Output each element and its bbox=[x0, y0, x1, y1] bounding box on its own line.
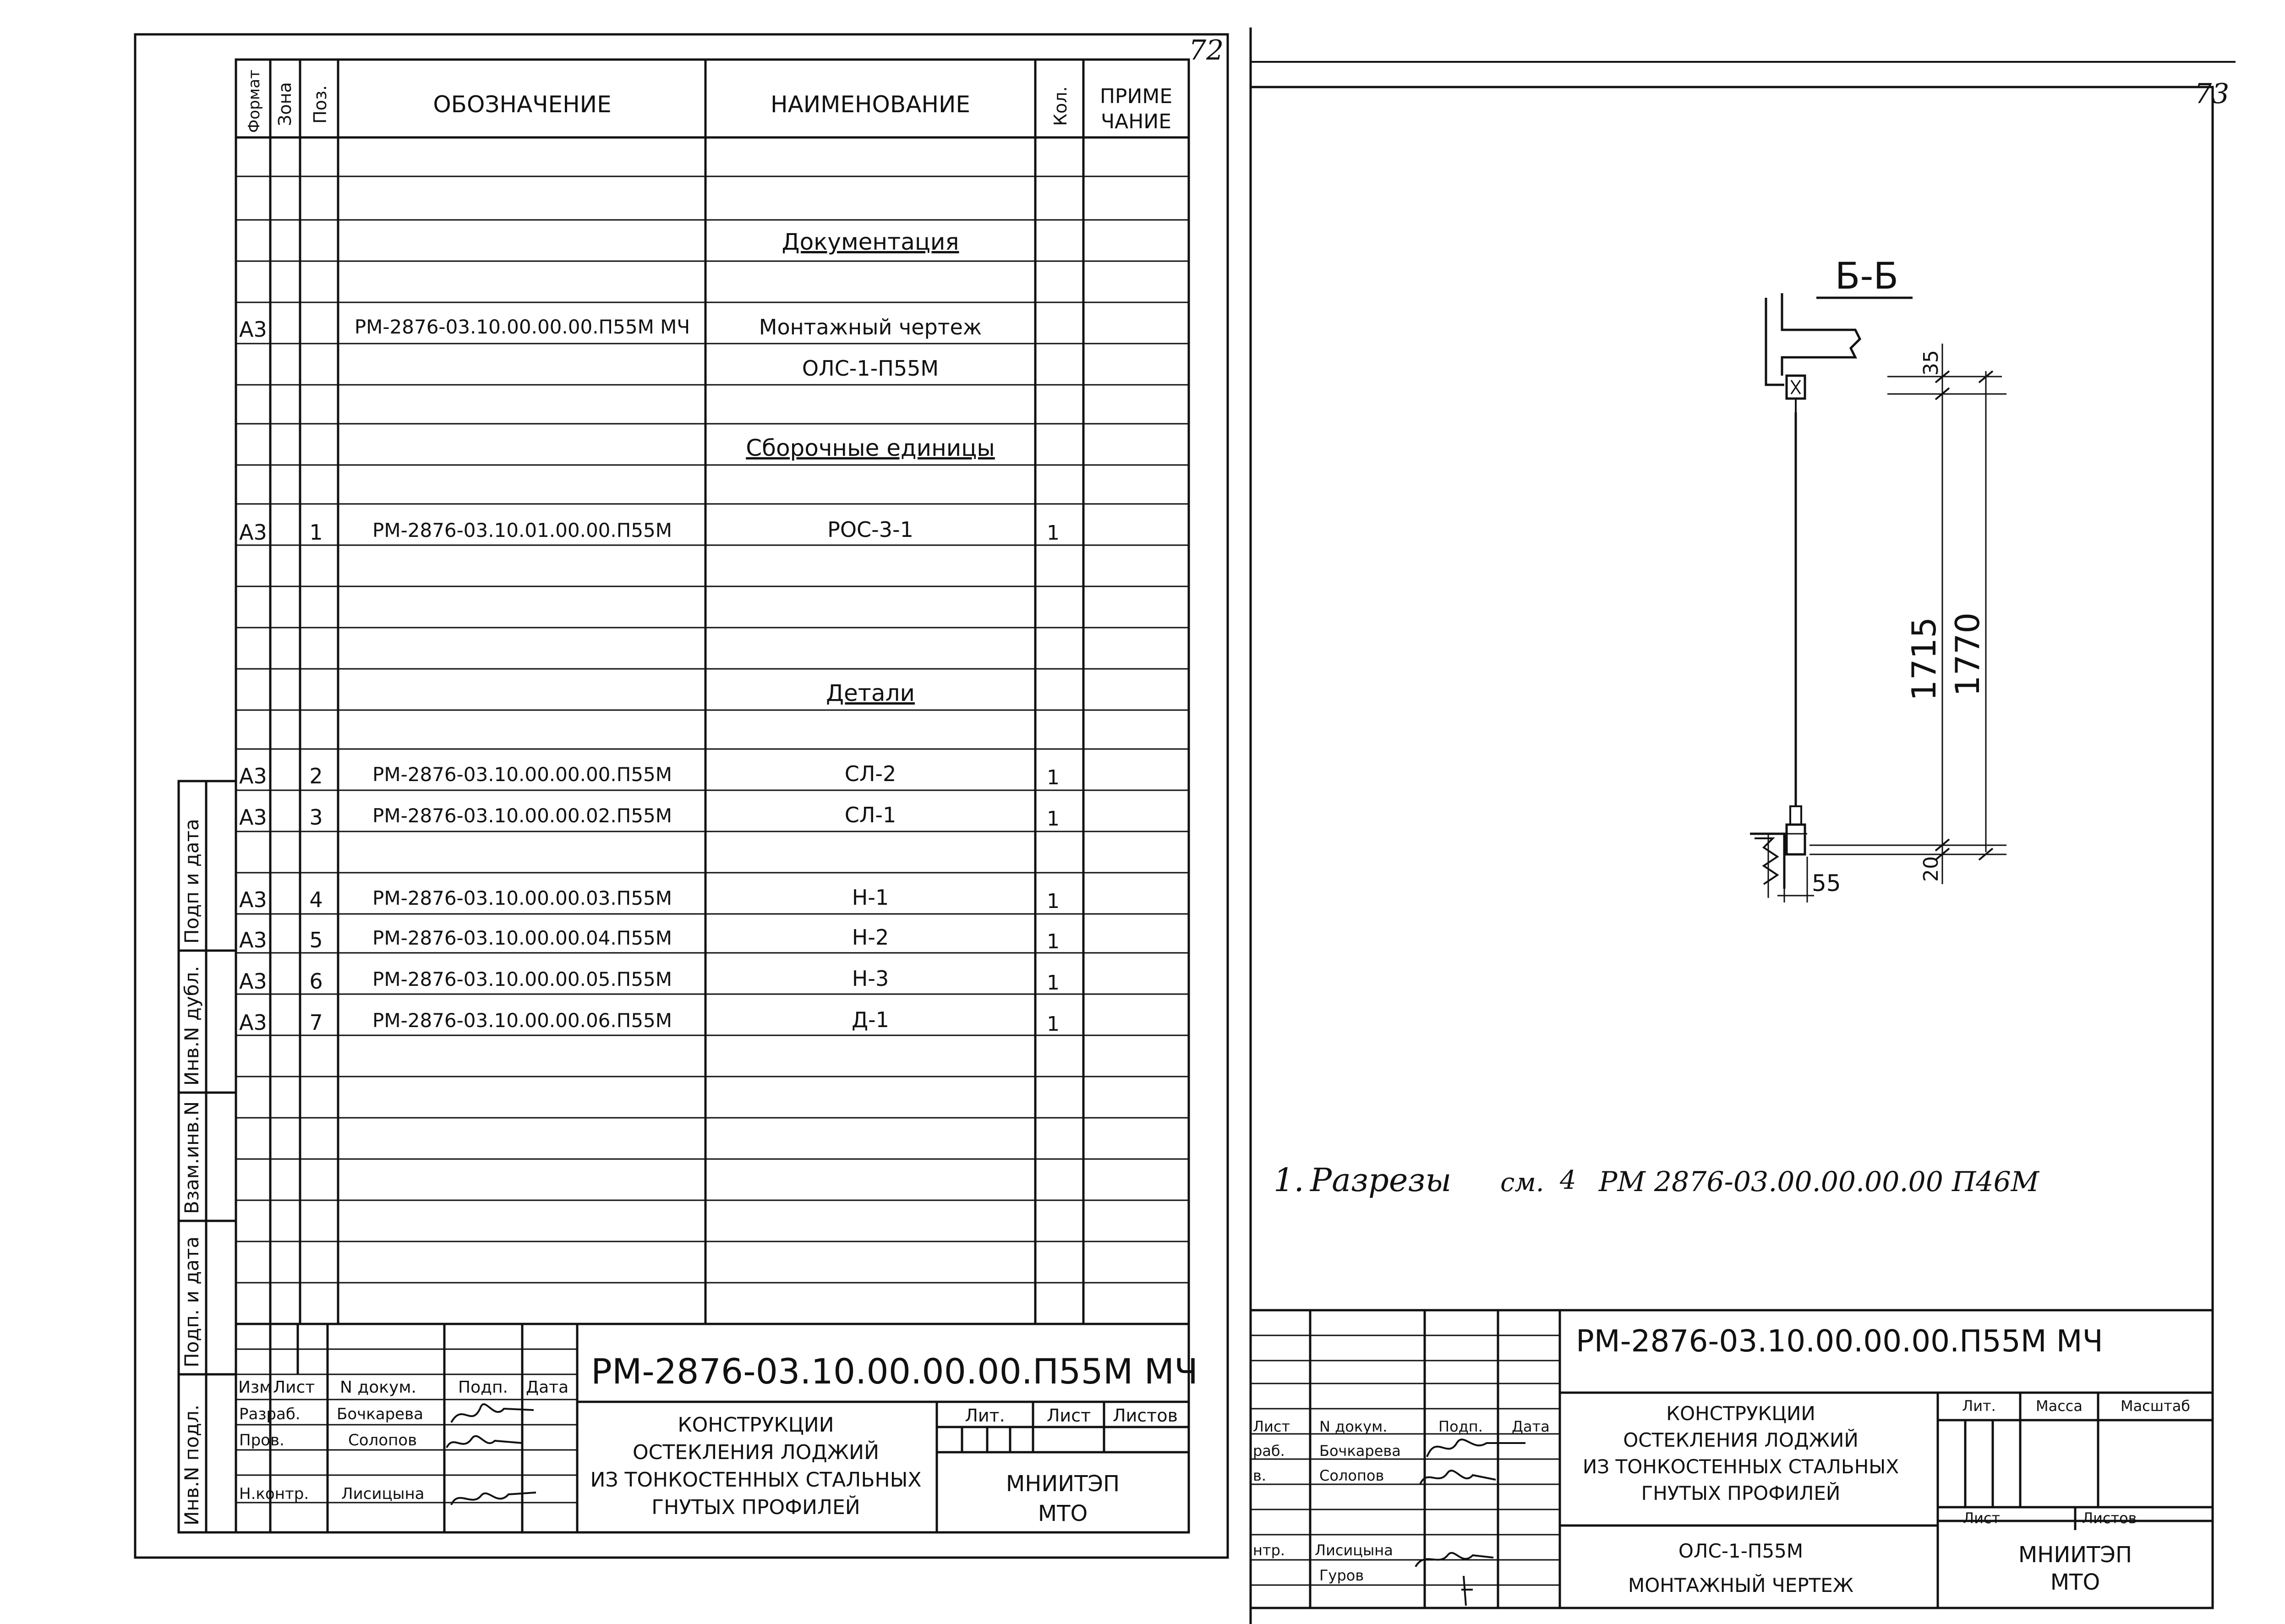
right-stamp-title-line2: ОСТЕКЛЕНИЯ ЛОДЖИЙ bbox=[1623, 1429, 1859, 1451]
right-stamp-scale: Масштаб bbox=[2120, 1397, 2191, 1415]
detail-qty: 1 bbox=[1047, 930, 1060, 953]
note-number: 1. bbox=[1274, 1161, 1304, 1199]
doc-row-name-line2: ОЛС-1-П55М bbox=[802, 356, 939, 381]
right-stamp-title-line4: ГНУТЫХ ПРОФИЛЕЙ bbox=[1641, 1482, 1841, 1504]
assembly-row-format: А3 bbox=[239, 520, 267, 545]
doc-row-format: А3 bbox=[239, 317, 267, 342]
section-assembly: Сборочные единицы bbox=[746, 435, 995, 461]
right-stamp-col-data: Дата bbox=[1512, 1418, 1550, 1435]
right-stamp-doc-line1: ОЛС-1-П55М bbox=[1678, 1540, 1804, 1562]
detail-pos: 2 bbox=[309, 764, 323, 788]
right-stamp-title-line1: КОНСТРУКЦИИ bbox=[1666, 1402, 1815, 1425]
detail-pos: 3 bbox=[309, 805, 323, 830]
right-stamp-role-nkontr: нтр. bbox=[1253, 1542, 1285, 1559]
detail-format: А3 bbox=[239, 764, 267, 788]
detail-qty: 1 bbox=[1047, 807, 1060, 831]
detail-qty: 1 bbox=[1047, 971, 1060, 995]
detail-name: Н-2 bbox=[852, 925, 889, 950]
header-note-line2: ЧАНИЕ bbox=[1100, 110, 1172, 133]
right-stamp-col-list: Лист bbox=[1253, 1418, 1290, 1435]
detail-name: Н-3 bbox=[852, 966, 889, 991]
page-number-73: 73 bbox=[2194, 78, 2230, 110]
right-stamp-lit: Лит. bbox=[1962, 1397, 1996, 1415]
header-note-line1: ПРИМЕ bbox=[1099, 85, 1173, 108]
detail-designation: РМ-2876-03.10.00.00.02.П55М bbox=[372, 804, 672, 827]
detail-format: А3 bbox=[239, 887, 267, 912]
detail-designation: РМ-2876-03.10.00.00.03.П55М bbox=[372, 887, 672, 909]
left-stamp-sheets: Листов bbox=[1113, 1405, 1178, 1426]
assembly-row-qty: 1 bbox=[1047, 521, 1060, 545]
detail-designation: РМ-2876-03.10.00.00.05.П55М bbox=[372, 968, 672, 990]
left-stamp-col-podp: Подп. bbox=[458, 1378, 508, 1397]
header-zone: Зона bbox=[275, 82, 295, 126]
left-stamp-name-lisitsyna: Лисицына bbox=[341, 1485, 425, 1503]
right-stamp-name-gurov: Гуров bbox=[1319, 1567, 1364, 1584]
right-sheet-border bbox=[1251, 87, 2213, 1608]
right-stamp-role-prov: в. bbox=[1253, 1467, 1267, 1484]
dimension-20: 20 bbox=[1919, 856, 1943, 882]
detail-name: Н-1 bbox=[852, 885, 889, 910]
right-stamp-sheet: Лист bbox=[1963, 1509, 2001, 1527]
spec-table bbox=[236, 60, 1189, 1324]
detail-format: А3 bbox=[239, 969, 267, 994]
section-details: Детали bbox=[825, 680, 915, 706]
dimension-1715: 1715 bbox=[1905, 617, 1943, 701]
note-ref-doc: РМ 2876-03.00.00.00.00 П46М bbox=[1599, 1166, 2039, 1198]
assembly-row-pos: 1 bbox=[309, 520, 323, 545]
header-format: Формат bbox=[245, 70, 263, 133]
detail-pos: 7 bbox=[309, 1010, 323, 1035]
right-stamp-sheets: Листов bbox=[2082, 1509, 2137, 1527]
side-label-podp-data: Подп. и дата bbox=[180, 1236, 203, 1367]
detail-qty: 1 bbox=[1047, 766, 1060, 789]
side-label-vzam-inv: Взам.инв.N bbox=[180, 1101, 203, 1214]
page-number-72: 72 bbox=[1189, 34, 1224, 66]
right-stamp-mass: Масса bbox=[2035, 1397, 2083, 1415]
left-stamp-lit: Лит. bbox=[965, 1405, 1005, 1426]
detail-row bbox=[239, 761, 1060, 789]
section-drawing bbox=[1750, 293, 2006, 902]
right-stamp-role-razrab: раб. bbox=[1253, 1442, 1285, 1460]
note-ref-sm: см. bbox=[1500, 1168, 1544, 1197]
assembly-row-designation: РМ-2876-03.10.01.00.00.П55М bbox=[372, 519, 672, 541]
detail-name: СЛ-1 bbox=[844, 803, 897, 827]
detail-pos: 5 bbox=[309, 928, 323, 952]
left-sheet bbox=[135, 34, 1228, 1558]
detail-pos: 4 bbox=[309, 887, 323, 912]
header-qty: Кол. bbox=[1050, 86, 1071, 126]
left-stamp-title-line2: ОСТЕКЛЕНИЯ ЛОДЖИЙ bbox=[632, 1441, 880, 1464]
right-stamp-org-line2: МТО bbox=[2050, 1569, 2100, 1595]
left-stamp-org-line2: МТО bbox=[1038, 1501, 1088, 1526]
left-stamp-code: РМ-2876-03.10.00.00.00.П55М МЧ bbox=[591, 1351, 1198, 1392]
left-stamp-title-line4: ГНУТЫХ ПРОФИЛЕЙ bbox=[651, 1496, 860, 1519]
right-stamp-code: РМ-2876-03.10.00.00.00.П55М МЧ bbox=[1576, 1323, 2103, 1359]
dimension-35: 35 bbox=[1919, 350, 1943, 376]
detail-row bbox=[239, 1007, 1060, 1036]
note-ref-num: 4 bbox=[1560, 1165, 1576, 1195]
left-stamp-name-bochkareva: Бочкарева bbox=[337, 1405, 423, 1423]
detail-designation: РМ-2876-03.10.00.00.06.П55М bbox=[372, 1009, 672, 1032]
detail-qty: 1 bbox=[1047, 1012, 1060, 1036]
detail-name: Д-1 bbox=[852, 1007, 889, 1032]
detail-name: СЛ-2 bbox=[844, 761, 897, 786]
left-stamp-title-line3: ИЗ ТОНКОСТЕННЫХ СТАЛЬНЫХ bbox=[590, 1468, 922, 1492]
right-stamp-col-podp: Подп. bbox=[1438, 1418, 1483, 1435]
left-stamp-org-line1: МНИИТЭП bbox=[1006, 1471, 1120, 1497]
right-stamp-name-lisitsyna: Лисицына bbox=[1315, 1542, 1393, 1559]
assembly-row-name: РОС-3-1 bbox=[827, 517, 913, 542]
note-text: Разрезы bbox=[1310, 1161, 1452, 1199]
detail-designation: РМ-2876-03.10.00.00.04.П55М bbox=[372, 927, 672, 949]
detail-designation: РМ-2876-03.10.00.00.00.П55М bbox=[372, 763, 672, 786]
dimension-55: 55 bbox=[1812, 870, 1841, 897]
right-sheet bbox=[1251, 27, 2236, 1624]
left-stamp-col-ndoc: N докум. bbox=[340, 1378, 416, 1397]
left-stamp-sheet: Лист bbox=[1046, 1405, 1091, 1426]
detail-format: А3 bbox=[239, 928, 267, 952]
left-stamp-col-data: Дата bbox=[526, 1378, 569, 1397]
side-label-podp-data-2: Подп и дата bbox=[180, 819, 203, 944]
right-stamp-col-ndoc: N докум. bbox=[1319, 1418, 1388, 1435]
detail-format: А3 bbox=[239, 805, 267, 830]
right-stamp-title-line3: ИЗ ТОНКОСТЕННЫХ СТАЛЬНЫХ bbox=[1582, 1455, 1899, 1478]
detail-row bbox=[239, 925, 1060, 953]
detail-row bbox=[239, 803, 1060, 831]
right-stamp-name-solopov: Солопов bbox=[1319, 1467, 1384, 1484]
right-stamp-name-bochkareva: Бочкарева bbox=[1319, 1442, 1401, 1460]
doc-row-designation: РМ-2876-03.10.00.00.00.П55М МЧ bbox=[354, 316, 690, 338]
section-documentation: Документация bbox=[782, 229, 959, 255]
detail-row bbox=[239, 885, 1060, 913]
detail-pos: 6 bbox=[309, 969, 323, 994]
left-stamp-role-prov: Пров. bbox=[239, 1431, 284, 1449]
left-stamp-title-line1: КОНСТРУКЦИИ bbox=[678, 1413, 834, 1437]
header-designation: ОБОЗНАЧЕНИЕ bbox=[433, 91, 612, 118]
right-signatures bbox=[1416, 1439, 1525, 1606]
detail-qty: 1 bbox=[1047, 890, 1060, 913]
side-label-inv-dubl: Инв.N дубл. bbox=[180, 966, 203, 1086]
side-label-inv-podl: Инв.N подл. bbox=[180, 1404, 203, 1526]
left-stamp-col-izm: Изм bbox=[238, 1378, 272, 1397]
header-name: НАИМЕНОВАНИЕ bbox=[771, 91, 970, 118]
detail-row bbox=[239, 966, 1060, 995]
header-pos: Поз. bbox=[310, 85, 330, 124]
detail-format: А3 bbox=[239, 1010, 267, 1035]
left-stamp-col-list: Лист bbox=[273, 1378, 315, 1397]
left-stamp-role-nkontr: Н.контр. bbox=[239, 1485, 309, 1503]
right-stamp-org-line1: МНИИТЭП bbox=[2018, 1542, 2132, 1568]
left-stamp-name-solopov: Солопов bbox=[348, 1431, 417, 1449]
dimension-1770: 1770 bbox=[1948, 612, 1987, 696]
right-stamp-doc-line2: МОНТАЖНЫЙ ЧЕРТЕЖ bbox=[1628, 1574, 1854, 1597]
doc-row-name-line1: Монтажный чертеж bbox=[759, 315, 982, 339]
left-stamp-role-razrab: Разраб. bbox=[239, 1405, 301, 1423]
section-label: Б-Б bbox=[1835, 255, 1899, 297]
